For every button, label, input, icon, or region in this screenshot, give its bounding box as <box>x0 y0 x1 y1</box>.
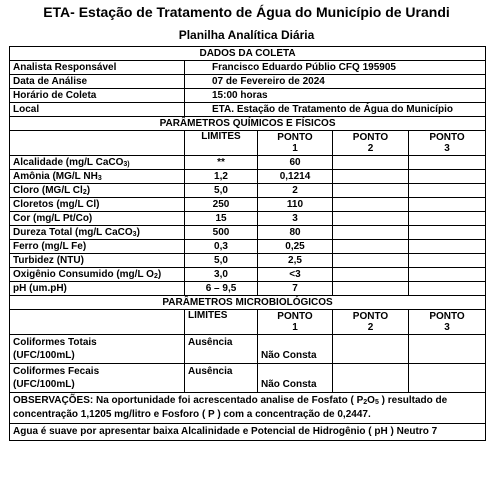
parameter-row <box>10 226 486 240</box>
parameter-row <box>10 156 486 170</box>
parameter-ponto-3 <box>409 282 486 296</box>
dados-label: Horário de Coleta <box>10 89 185 103</box>
parameter-row <box>10 254 486 268</box>
column-header-limites: LIMITES <box>185 131 258 156</box>
parameter-ponto-2 <box>333 198 409 212</box>
column-header-ponto-2 <box>333 310 409 335</box>
parameter-row <box>10 282 486 296</box>
parameter-ponto-3 <box>409 170 486 184</box>
ponto-label: PONTO <box>352 132 389 143</box>
column-header-limites: LIMITES <box>185 310 258 335</box>
micro-ponto-1: Não Consta <box>258 378 333 393</box>
micro-ponto-3 <box>409 335 486 364</box>
micro-ponto-1: Não Consta <box>258 349 333 364</box>
parameter-name: Alcalidade (mg/L CaCO$_{3)}$ <box>10 156 185 170</box>
parameter-row <box>10 212 486 226</box>
section-title: PARÂMETROS MICROBIOLÓGICOS <box>10 296 486 310</box>
column-header-ponto-1 <box>258 131 333 156</box>
dados-value: ETA. Estação de Tratamento de Água do Município <box>185 103 486 117</box>
parameter-ponto-1: 0,1214 <box>258 170 333 184</box>
parameter-ponto-3 <box>409 212 486 226</box>
nota-final-text: Agua é suave por apresentar baixa Alcalinidade e Potencial de Hidrogênio ( pH ) Neutro 7 <box>10 424 486 441</box>
parameter-ponto-2 <box>333 212 409 226</box>
dados-row <box>10 61 486 75</box>
micro-parameter-unit: (UFC/100mL) <box>10 349 185 364</box>
parameter-ponto-2 <box>333 226 409 240</box>
section-header-dados-coleta <box>10 47 486 61</box>
parameter-limit: 1,2 <box>185 170 258 184</box>
micro-limit-blank <box>185 378 258 393</box>
analysis-table <box>9 46 486 441</box>
parameter-ponto-1: 110 <box>258 198 333 212</box>
column-header-ponto-3 <box>409 310 486 335</box>
document-subtitle: Planilha Analítica Diária <box>178 28 315 42</box>
section-title: PARÂMETROS QUÍMICOS E FÍSICOS <box>10 117 486 131</box>
parameter-limit: ** <box>185 156 258 170</box>
observacoes-text: OBSERVAÇÕES: Na oportunidade foi acrescentado analise de Fosfato ( $P_2O_5$ ) resultado de concentração 1,1205 mg/litro e Fosforo ( P ) com a concentração de 0,2447. <box>10 393 486 424</box>
column-header-parametro <box>10 310 185 335</box>
ponto-number: 2 <box>367 143 374 154</box>
ponto-label: PONTO <box>277 311 313 322</box>
parameter-limit: 6 – 9,5 <box>185 282 258 296</box>
ponto-number: 3 <box>444 322 450 333</box>
parameter-ponto-1: 2,5 <box>258 254 333 268</box>
ponto-number: 1 <box>292 143 298 154</box>
parameter-ponto-1: 7 <box>258 282 333 296</box>
parameter-ponto-2 <box>333 170 409 184</box>
micro-row-line1 <box>10 364 486 379</box>
parameter-ponto-1: 3 <box>258 212 333 226</box>
section-title: DADOS DA COLETA <box>10 47 486 61</box>
parameter-limit: 5,0 <box>185 254 258 268</box>
micro-limit: Ausência <box>185 335 258 350</box>
parameter-name: Cor (mg/L Pt/Co) <box>10 212 185 226</box>
parameter-ponto-2 <box>333 156 409 170</box>
parameter-ponto-1: 60 <box>258 156 333 170</box>
parameter-name: Cloro (MG/L $Cl_2$) <box>10 184 185 198</box>
parameter-name: Dureza Total (mg/L CaCO$_3$) <box>10 226 185 240</box>
parameter-ponto-2 <box>333 184 409 198</box>
parameter-ponto-2 <box>333 282 409 296</box>
parameter-ponto-1: 80 <box>258 226 333 240</box>
micro-limit-blank <box>185 349 258 364</box>
dados-row <box>10 89 486 103</box>
micro-parameter-name: Coliformes Totais <box>10 335 185 350</box>
ponto-label: PONTO <box>352 311 389 322</box>
dados-label: Analista Responsável <box>10 61 185 75</box>
parameter-row <box>10 170 486 184</box>
parameter-ponto-3 <box>409 156 486 170</box>
parameter-ponto-3 <box>409 240 486 254</box>
parameter-ponto-3 <box>409 184 486 198</box>
section-header-microbiologicos <box>10 296 486 310</box>
dados-value: 15:00 horas <box>185 89 486 103</box>
micro-parameter-unit: (UFC/100mL) <box>10 378 185 393</box>
ponto-label: PONTO <box>429 132 465 143</box>
parameter-ponto-3 <box>409 254 486 268</box>
parameter-ponto-1: 2 <box>258 184 333 198</box>
parameter-ponto-2 <box>333 240 409 254</box>
parameter-row <box>10 184 486 198</box>
parameter-limit: 500 <box>185 226 258 240</box>
parameter-name: pH (um.pH) <box>10 282 185 296</box>
parameter-limit: 250 <box>185 198 258 212</box>
dados-label: Data de Análise <box>10 75 185 89</box>
micro-limit: Ausência <box>185 364 258 379</box>
parameter-ponto-3 <box>409 268 486 282</box>
micro-parameter-name: Coliformes Fecais <box>10 364 185 379</box>
parameter-limit: 0,3 <box>185 240 258 254</box>
parameter-name: Cloretos (mg/L Cl) <box>10 198 185 212</box>
dados-value: Francisco Eduardo Públio CFQ 195905 <box>185 61 486 75</box>
parameter-row <box>10 240 486 254</box>
ponto-number: 1 <box>292 322 298 333</box>
parameter-ponto-3 <box>409 226 486 240</box>
column-header-ponto-1 <box>258 310 333 335</box>
dados-row <box>10 103 486 117</box>
parameter-ponto-1: 0,25 <box>258 240 333 254</box>
ponto-number: 2 <box>367 322 374 333</box>
nota-final-row <box>10 424 486 441</box>
parameter-limit: 15 <box>185 212 258 226</box>
document-title: ETA- Estação de Tratamento de Água do Município de Urandi <box>43 4 450 20</box>
micro-ponto-1-top <box>258 335 333 350</box>
column-header-row <box>10 310 486 335</box>
column-header-parametro <box>10 131 185 156</box>
ponto-number: 3 <box>444 143 450 154</box>
micro-row-line1 <box>10 335 486 350</box>
parameter-ponto-2 <box>333 268 409 282</box>
parameter-name: Amônia (MG/L $NH_3$ <box>10 170 185 184</box>
section-header-fisico-quimicos <box>10 117 486 131</box>
parameter-ponto-3 <box>409 198 486 212</box>
parameter-ponto-2 <box>333 254 409 268</box>
parameter-name: Oxigênio Consumido (mg/L $O_2$) <box>10 268 185 282</box>
observacoes-label: OBSERVAÇÕES: <box>13 395 94 406</box>
ponto-label: PONTO <box>429 311 465 322</box>
dados-row <box>10 75 486 89</box>
dados-label: Local <box>10 103 185 117</box>
parameter-row <box>10 198 486 212</box>
parameter-ponto-1: <3 <box>258 268 333 282</box>
micro-ponto-3 <box>409 364 486 393</box>
parameter-limit: 3,0 <box>185 268 258 282</box>
micro-ponto-1-top <box>258 364 333 379</box>
observacoes-row <box>10 393 486 424</box>
parameter-name: Ferro (mg/L Fe) <box>10 240 185 254</box>
column-header-ponto-3 <box>409 131 486 156</box>
ponto-label: PONTO <box>277 132 313 143</box>
parameter-limit: 5,0 <box>185 184 258 198</box>
column-header-row <box>10 131 486 156</box>
dados-value: 07 de Fevereiro de 2024 <box>185 75 486 89</box>
micro-ponto-2 <box>333 335 409 364</box>
parameter-row <box>10 268 486 282</box>
column-header-ponto-2 <box>333 131 409 156</box>
parameter-name: Turbidez (NTU) <box>10 254 185 268</box>
micro-ponto-2 <box>333 364 409 393</box>
